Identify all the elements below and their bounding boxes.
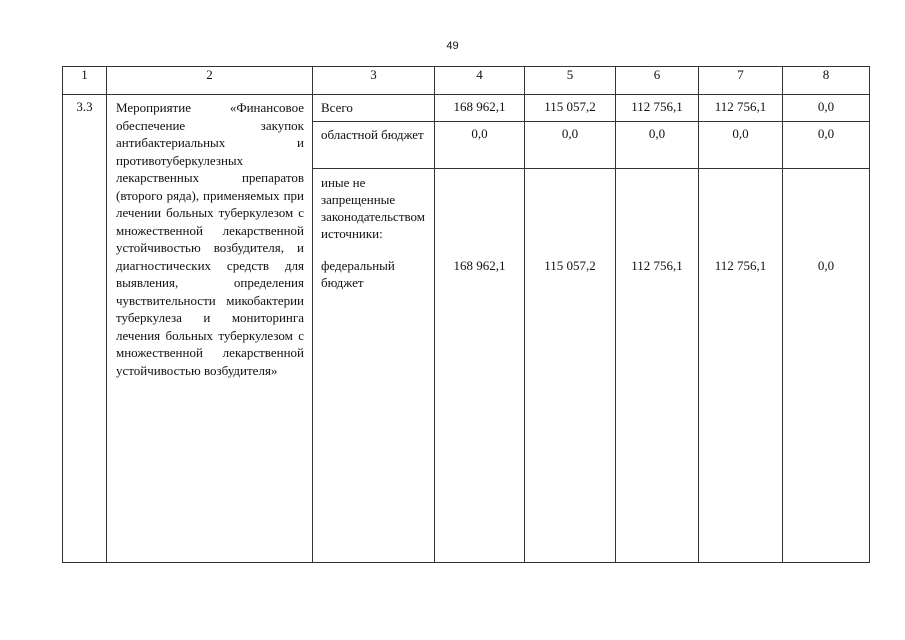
value-cell: 0,0	[783, 122, 870, 169]
source-label: областной бюджет	[313, 122, 435, 169]
column-header: 7	[699, 67, 783, 95]
source-label-prefix: иные не запрещенные законодательством источники:	[321, 175, 426, 241]
column-header: 4	[435, 67, 525, 95]
column-header: 8	[783, 67, 870, 95]
activity-description: Мероприятие «Финансовое обеспечение закупок антибактериальных и противотуберкулезных лекарственных препаратов (второго ряда), применяемых при лечении больных туберкулезом с множественной лекарственной устойчивостью возбудителя, и диагностических средств для выявления, определения чувствительности микобактерии туберкулеза и мониторинга лечения больных туберкулезом с множественной лекарственной устойчивостью возбудителя»	[107, 95, 313, 563]
page-number: 49	[446, 40, 459, 52]
value-cell: 0,0	[435, 122, 525, 169]
value-cell: 112 756,1	[699, 95, 783, 122]
value-cell: 115 057,2	[525, 169, 616, 563]
value-cell: 0,0	[699, 122, 783, 169]
value-cell: 0,0	[616, 122, 699, 169]
value-cell: 168 962,1	[435, 169, 525, 563]
table-row-total	[63, 95, 870, 122]
source-label-group	[313, 169, 435, 563]
value-cell: 112 756,1	[616, 95, 699, 122]
row-number: 3.3	[63, 95, 107, 563]
source-label: федеральный бюджет	[321, 258, 395, 290]
source-label: Всего	[313, 95, 435, 122]
budget-table	[62, 66, 870, 563]
value-cell: 0,0	[783, 95, 870, 122]
value-cell: 168 962,1	[435, 95, 525, 122]
column-header: 6	[616, 67, 699, 95]
value-cell: 115 057,2	[525, 95, 616, 122]
header-row	[63, 67, 870, 95]
value-cell: 112 756,1	[616, 169, 699, 563]
value-cell: 0,0	[783, 169, 870, 563]
column-header: 3	[313, 67, 435, 95]
column-header: 1	[63, 67, 107, 95]
column-header: 2	[107, 67, 313, 95]
value-cell: 0,0	[525, 122, 616, 169]
value-cell: 112 756,1	[699, 169, 783, 563]
column-header: 5	[525, 67, 616, 95]
